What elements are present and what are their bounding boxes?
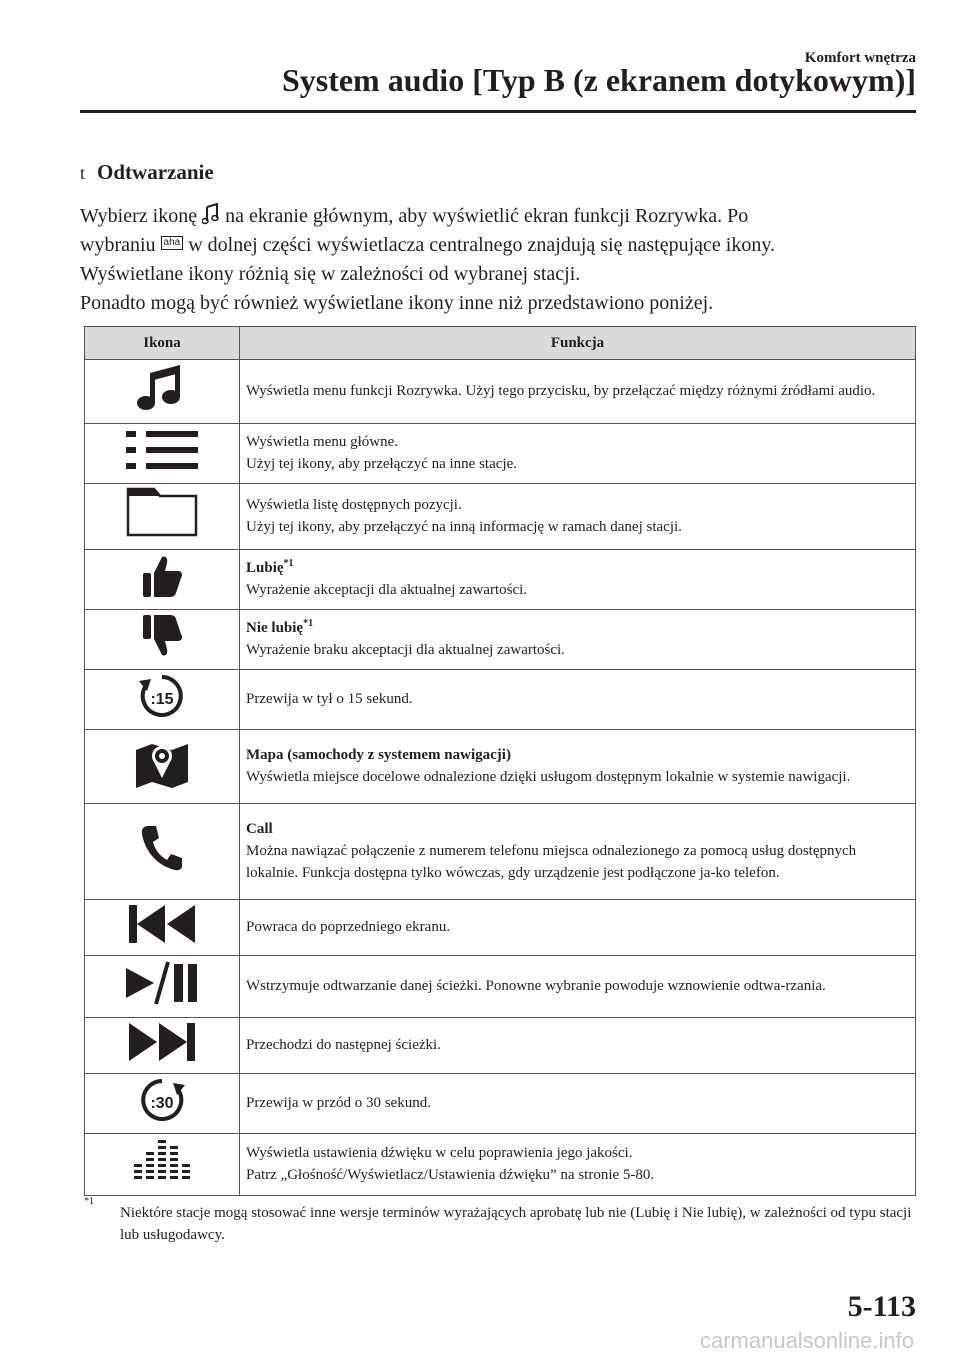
table-row <box>85 1134 916 1196</box>
function-title: Nie lubię$^{*1}$ <box>246 617 314 636</box>
intro-line1-a: Wybierz ikonę <box>80 205 198 227</box>
table-row <box>85 1074 916 1134</box>
play-pause-icon <box>124 960 200 1006</box>
table-row <box>85 424 916 484</box>
intro-line2-b: w dolnej części wyświetlacza centralnego znajdują się następujące ikony. <box>188 234 776 256</box>
function-text: Wyświetla listę dostępnych pozycji. <box>246 496 462 513</box>
svg-text::15: :15 <box>150 691 174 708</box>
map-pin-icon <box>134 738 190 788</box>
function-cell <box>240 900 916 956</box>
intro-line4: Ponadto mogą być również wyświetlane ikony inne niż przedstawiono poniżej. <box>80 292 714 314</box>
next-track-icon <box>127 1021 197 1063</box>
intro-line1-b: na ekranie głównym, aby wyświetlić ekran funkcji Rozrywka. Po <box>225 205 749 227</box>
column-header-function: Funkcja <box>240 327 916 360</box>
function-title: Lubię$^{*1}$ <box>246 557 294 576</box>
function-text: Powraca do poprzedniego ekranu. <box>246 918 451 935</box>
icon-cell <box>85 956 240 1018</box>
svg-text::30: :30 <box>150 1095 174 1112</box>
icon-cell <box>85 900 240 956</box>
function-cell <box>240 730 916 804</box>
function-cell <box>240 424 916 484</box>
footnote-text: Niektóre stacje mogą stosować inne wersje terminów wyrażających aprobatę lub nie (Lubię i Nie lubię), w zależności od typu stacji lub usługodawcy. <box>120 1205 912 1243</box>
function-cell <box>240 804 916 900</box>
icon-cell <box>85 484 240 550</box>
function-cell <box>240 670 916 730</box>
page-number: 5-113 <box>847 1290 916 1323</box>
icon-cell <box>85 670 240 730</box>
function-text: Wyświetla menu funkcji Rozrywka. Użyj tego przycisku, by przełączać między różnymi źródłami audio. <box>246 382 876 399</box>
function-cell <box>240 610 916 670</box>
watermark: carmanualsonline.info <box>699 1328 914 1353</box>
icon-cell <box>85 550 240 610</box>
icon-cell <box>85 730 240 804</box>
intro-line3: Wyświetlane ikony różnią się w zależności od wybranej stacji. <box>80 263 581 285</box>
icon-cell <box>85 1018 240 1074</box>
forward-30-icon <box>137 1075 187 1125</box>
function-title: Mapa (samochody z systemem nawigacji) <box>246 746 511 763</box>
equalizer-icon <box>132 1138 192 1184</box>
function-text: Przechodzi do następnej ścieżki. <box>246 1036 441 1053</box>
folder-icon <box>126 487 198 539</box>
function-text: Wyrażenie braku akceptacji dla aktualnej zawartości. <box>246 641 565 658</box>
function-cell <box>240 1134 916 1196</box>
function-text: Można nawiązać połączenie z numerem telefonu miejsca odnalezionego za pomocą usług dostępnych lokalnie. Funkcja dostępna tylko wówczas, gdy urządzenie jest podłączone ja-ko telefon. <box>246 842 857 881</box>
function-title: Call <box>246 820 273 837</box>
function-text: Wyświetla ustawienia dźwięku w celu poprawienia jego jakości. <box>246 1144 633 1161</box>
subsection-heading <box>80 160 214 185</box>
thumbs-up-icon <box>140 553 184 599</box>
icon-cell <box>85 804 240 900</box>
section-label: Komfort wnętrza <box>804 50 916 66</box>
table-row <box>85 670 916 730</box>
list-menu-icon <box>122 425 202 475</box>
aha-icon: aha <box>161 236 184 250</box>
table-row <box>85 804 916 900</box>
icon-cell <box>85 1134 240 1196</box>
music-note-icon <box>134 363 190 413</box>
chapter-title: System audio [Typ B (z ekranem dotykowym)] <box>281 62 916 98</box>
function-cell <box>240 1018 916 1074</box>
function-text: Użyj tej ikony, aby przełączyć na inne stacje. <box>246 455 517 472</box>
table-row <box>85 610 916 670</box>
icon-cell <box>85 360 240 424</box>
icons-table <box>84 326 916 1196</box>
previous-track-icon <box>127 903 197 945</box>
heading-bullet: t <box>80 163 86 183</box>
column-header-icon: Ikona <box>85 327 240 360</box>
table-row <box>85 550 916 610</box>
function-text: Wyrażenie akceptacji dla aktualnej zawartości. <box>246 581 528 598</box>
table-row <box>85 900 916 956</box>
icon-cell <box>85 424 240 484</box>
music-note-inline-icon <box>202 203 220 225</box>
icon-cell <box>85 610 240 670</box>
function-cell <box>240 360 916 424</box>
thumbs-down-icon <box>140 613 184 659</box>
function-cell <box>240 956 916 1018</box>
function-text: Przewija w tył o 15 sekund. <box>246 690 413 707</box>
intro-line2-a: wybraniu <box>80 234 156 256</box>
phone-icon <box>140 824 184 872</box>
function-text: Użyj tej ikony, aby przełączyć na inną informację w ramach danej stacji. <box>246 518 682 535</box>
table-header-row <box>85 327 916 360</box>
table-row <box>85 730 916 804</box>
function-text: Wyświetla menu główne. <box>246 433 398 450</box>
table-row <box>85 360 916 424</box>
function-cell <box>240 484 916 550</box>
function-text: Patrz „Głośność/Wyświetlacz/Ustawienia dźwięku” na stronie 5-80. <box>246 1166 655 1183</box>
table-row <box>85 1018 916 1074</box>
function-cell <box>240 1074 916 1134</box>
table-row <box>85 484 916 550</box>
heading-text: Odtwarzanie <box>97 160 214 184</box>
footnote: *1 Niektóre stacje mogą stosować inne wersje terminów wyrażających aprobatę lub nie (Lubię i Nie lubię), w zależności od typu stacji lub usługodawcy. <box>84 1202 916 1246</box>
header-rule <box>80 110 916 113</box>
function-text: Wyświetla miejsce docelowe odnalezione dzięki usługom dostępnym lokalnie w systemie nawigacji. <box>246 768 851 785</box>
function-text: Przewija w przód o 30 sekund. <box>246 1094 431 1111</box>
function-cell <box>240 550 916 610</box>
rewind-15-icon <box>137 671 187 721</box>
intro-text <box>80 202 916 318</box>
function-text: Wstrzymuje odtwarzanie danej ścieżki. Ponowne wybranie powoduje wznowienie odtwa-rzania. <box>246 977 826 994</box>
icon-cell <box>85 1074 240 1134</box>
table-row <box>85 956 916 1018</box>
